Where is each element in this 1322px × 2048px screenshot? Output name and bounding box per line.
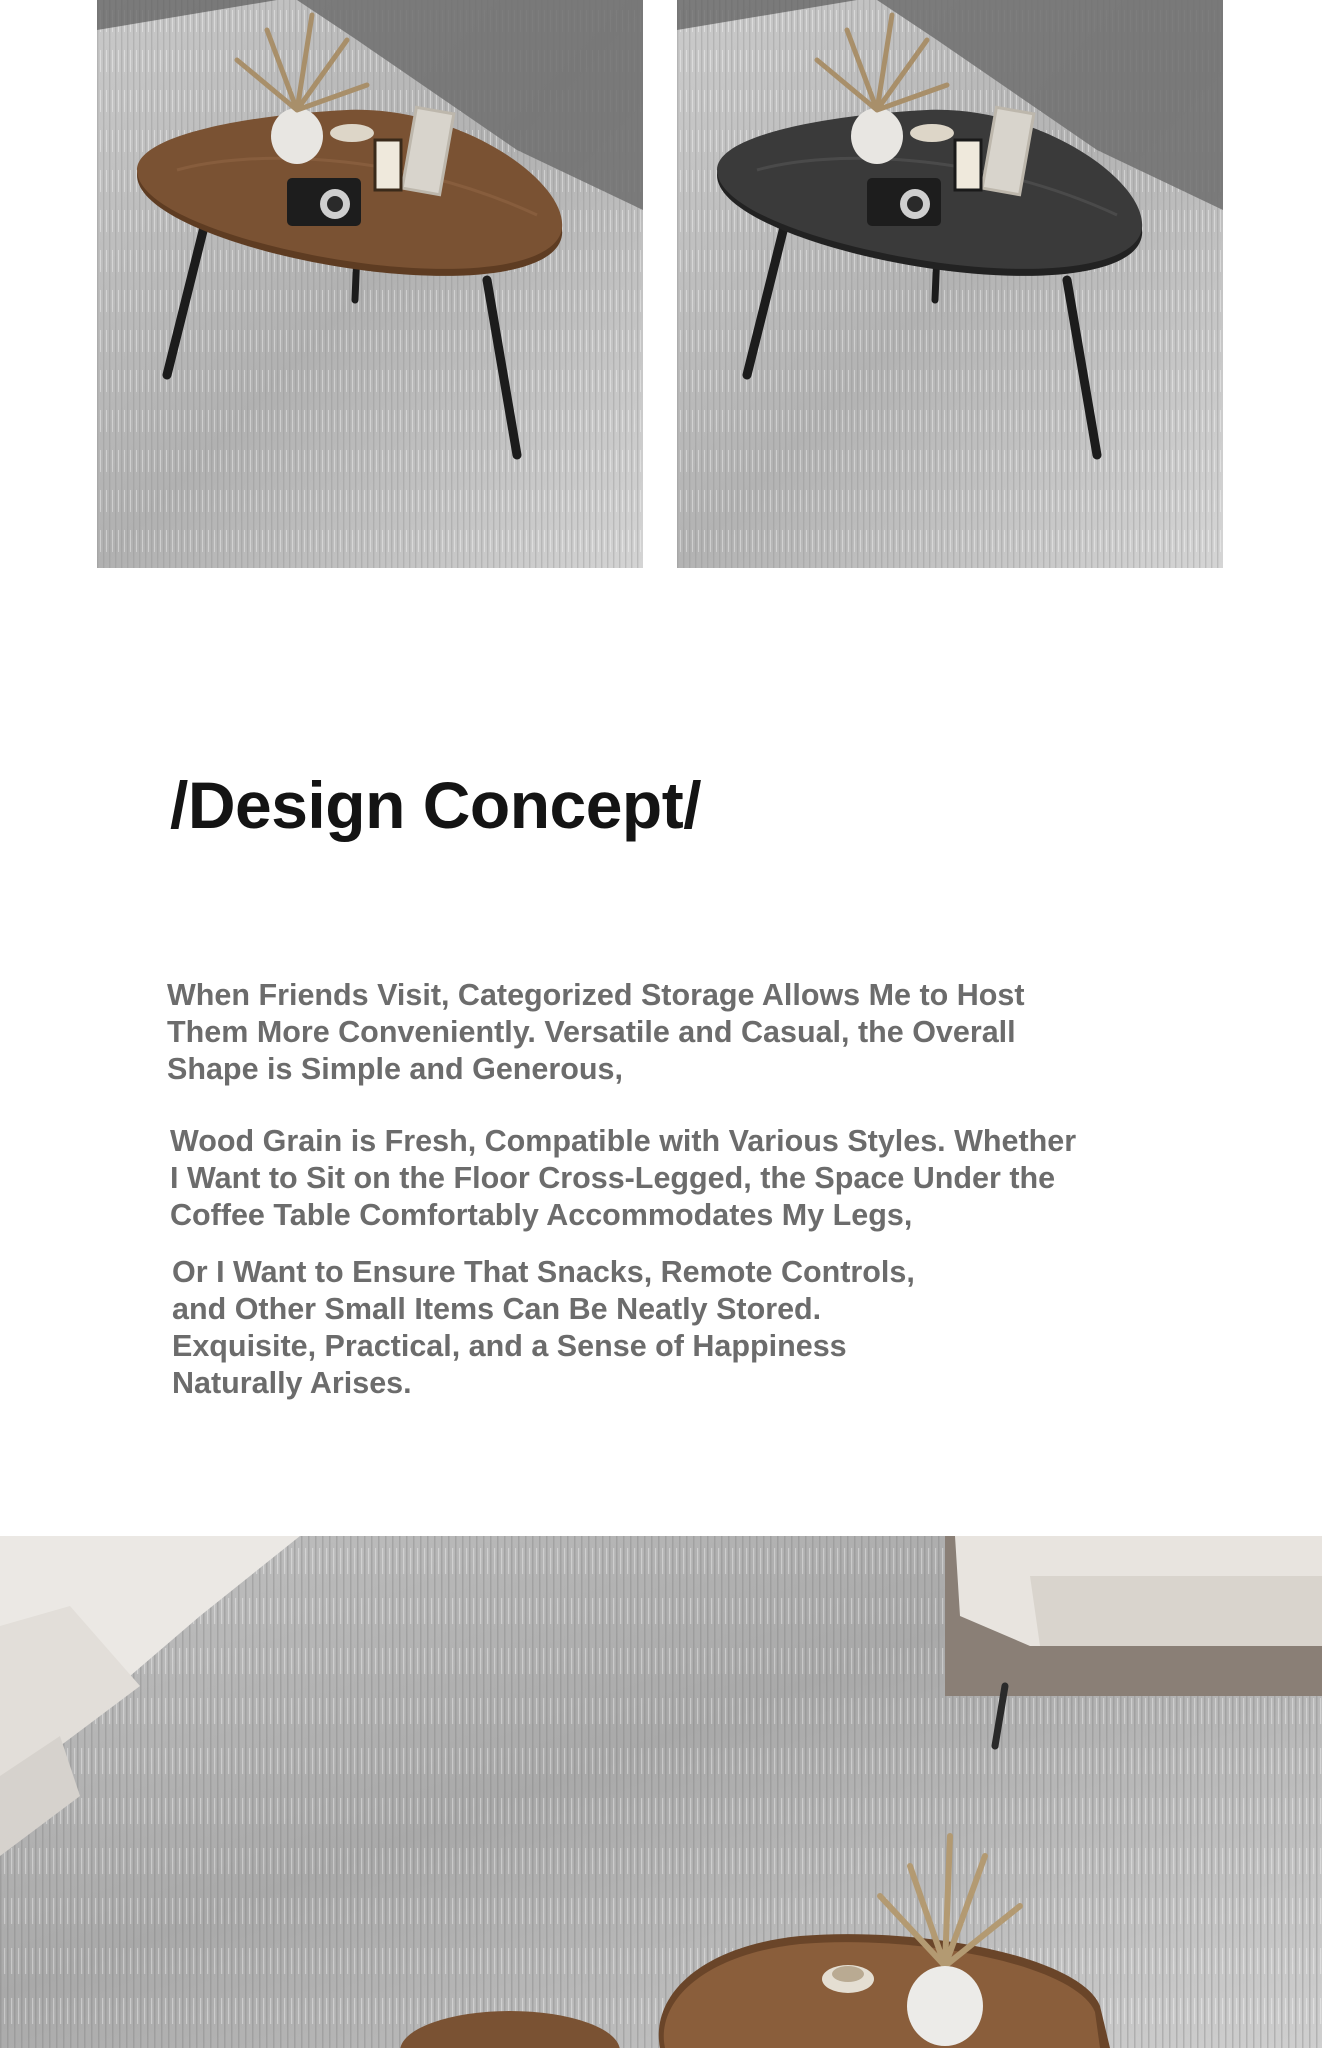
description-paragraph-1: When Friends Visit, Categorized Storage Allows Me to Host Them More Conveniently. Versatile and Casual, the Overall Shape is Simple and Generous, xyxy=(167,978,1025,1086)
description-paragraph-3: Or I Want to Ensure That Snacks, Remote Controls, and Other Small Items Can Be Neatly Stored. Exquisite, Practical, and a Sense of Happiness Naturally Arises. xyxy=(172,1255,915,1400)
section-heading: /Design Concept/ xyxy=(170,768,702,842)
description-paragraph-2: Wood Grain is Fresh, Compatible with Various Styles. Whether I Want to Sit on the Floor Cross-Legged, the Space Under the Coffee Table Comfortably Accommodates My Legs, xyxy=(170,1124,1077,1232)
living-room-photo xyxy=(0,1536,1322,2048)
walnut-table-photo xyxy=(97,0,643,568)
black-table-photo xyxy=(677,0,1223,568)
